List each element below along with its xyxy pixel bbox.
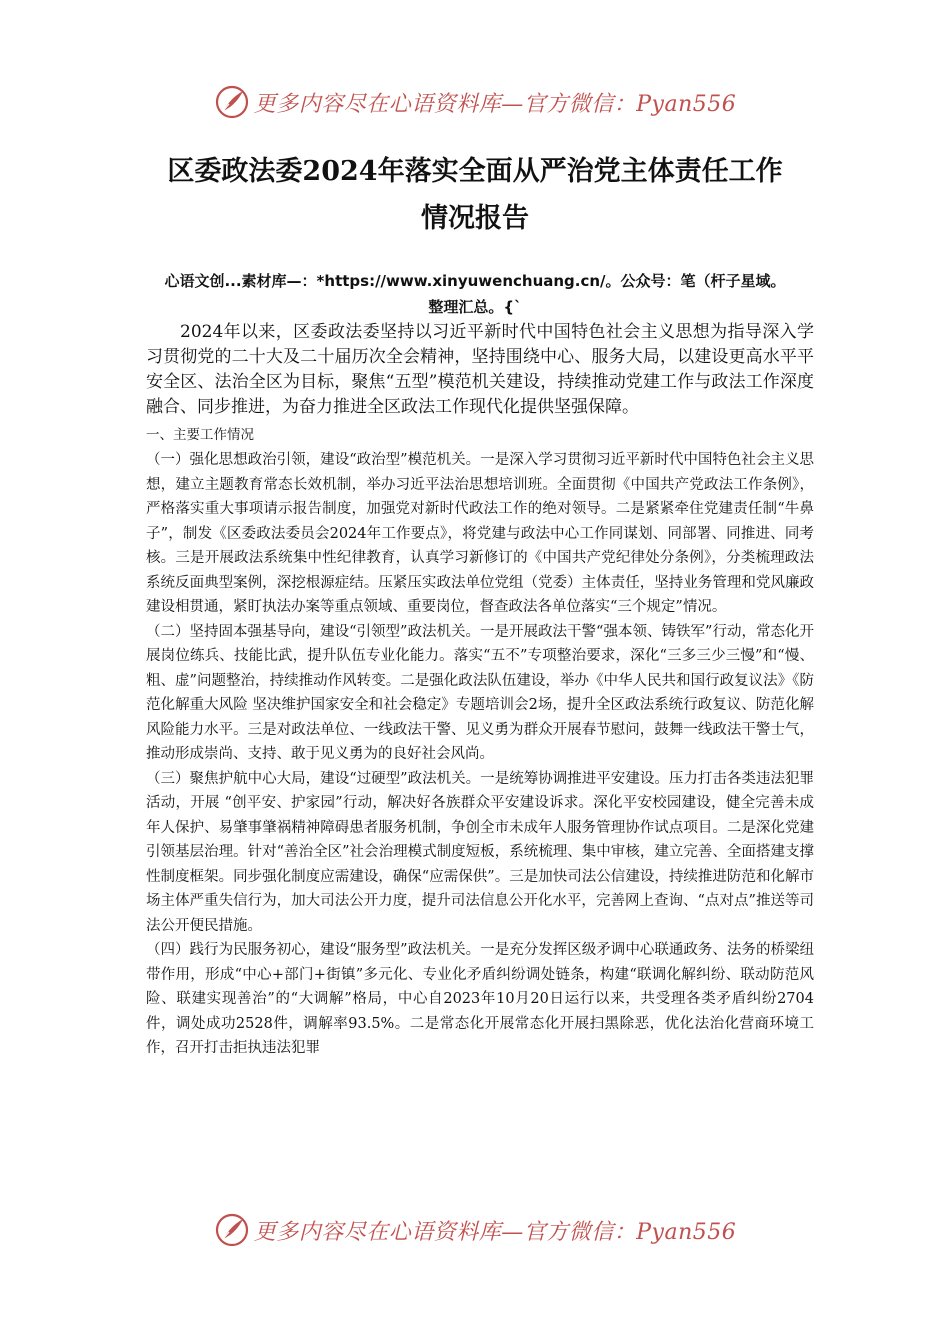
source-note-line-2: 整理汇总。{`: [428, 298, 522, 316]
watermark-header: [0, 82, 950, 122]
quill-logo-icon: [214, 84, 250, 120]
body-paragraph-3: （三）聚焦护航中心大局，建设“过硬型”政法机关。一是统筹协调推进平安建设。压力打击各类违法犯罪活动，开展 “创平安、护家园”行动，解决好各族群众平安建设诉求。深化平安校园建设，健全完善未成年人保护、易肇事肇祸精神障碍患者服务机制，争创全市未成年人服务管理协作试点项目。二是深化党建引领基层治理。针对“善治全区”社会治理模式制度短板，系统梳理、集中审核，建立完善、全面搭建支撑性制度框架。同步强化制度应需建设，确保“应需保供”。三是加快司法公信建设，持续推进防范和化解市场主体严重失信行为，加大司法公开力度，提升司法信息公开化水平，完善网上查询、“点对点”推送等司法公开便民措施。: [146, 770, 814, 934]
watermark-text: 更多内容尽在心语资料库—官方微信：Pyan556: [253, 91, 737, 117]
body-paragraph-2: （二）坚持固本强基导向，建设“引领型”政法机关。一是开展政法干警“强本领、铸铁军”行动，常态化开展岗位练兵、技能比武，提升队伍专业化能力。落实“五不”专项整治要求，深化“三多三少三慢”和“慢、粗、虚”问题整治，持续推动作风转变。二是强化政法队伍建设，举办《中华人民共和国行政复议法》《防范化解重大风险 坚决维护国家安全和社会稳定》专题培训会2场，提升全区政法系统行政复议、防范化解风险能力水平。三是对政法单位、一线政法干警、见义勇为群众开展春节慰问，鼓舞一线政法干警士气，推动形成崇尚、支持、敢于见义勇为的良好社会风尚。: [146, 623, 814, 762]
intro-paragraph: 2024年以来，区委政法委坚持以习近平新时代中国特色社会主义思想为指导深入学习贯彻党的二十大及二十届历次全会精神，坚持围绕中心、服务大局，以建设更高水平平安全区、法治全区为目标，聚焦“五型”模范机关建设，持续推动党建工作与政法工作深度融合、同步推进，为奋力推进全区政法工作现代化提供坚强保障。: [146, 322, 814, 417]
source-note-line-1: 心语文创...素材库—：*https://www.xinyuwenchuang.cn/。公众号：笔（杆子星域。: [164, 272, 786, 290]
body-paragraph-4: （四）践行为民服务初心，建设“服务型”政法机关。一是充分发挥区级矛调中心联通政务、法务的桥梁纽带作用，形成“中心+部门+街镇”多元化、专业化矛盾纠纷调处链条，构建“联调化解纠纷、联动防范风险、联建实现善治”的“大调解”格局，中心自2023年10月20日运行以来，共受理各类矛盾纠纷2704件，调处成功2528件，调解率93.5%。二是常态化开展常态化开展扫黑除恶，优化法治化营商环境工作，召开打击拒执违法犯罪: [146, 942, 814, 1056]
quill-logo-icon: [214, 1212, 250, 1248]
section-heading: 一、主要工作情况: [146, 427, 254, 443]
watermark-text: 更多内容尽在心语资料库—官方微信：Pyan556: [253, 1219, 737, 1245]
source-note: [140, 268, 810, 320]
page-title: [120, 148, 830, 242]
document-body: [146, 320, 814, 1061]
title-line-1: 区委政法委2024年落实全面从严治党主体责任工作: [167, 156, 783, 187]
body-paragraph-1: （一）强化思想政治引领，建设“政治型”模范机关。一是深入学习贯彻习近平新时代中国特色社会主义思想，建立主题教育常态长效机制，举办习近平法治思想培训班。全面贯彻《中国共产党政法工作条例》，严格落实重大事项请示报告制度，加强党对新时代政法工作的绝对领导。二是紧紧牵住党建责任制“牛鼻子”，制发《区委政法委员会2024年工作要点》，将党建与政法中心工作同谋划、同部署、同推进、同考核。三是开展政法系统集中性纪律教育，认真学习新修订的《中国共产党纪律处分条例》，分类梳理政法系统反面典型案例，深挖根源症结。压紧压实政法单位党组（党委）主体责任，坚持业务管理和党风廉政建设相贯通，紧盯执法办案等重点领域、重要岗位，督查政法各单位落实“三个规定”情况。: [146, 452, 814, 615]
title-line-2: 情况报告: [421, 203, 529, 234]
watermark-footer: [0, 1210, 950, 1250]
